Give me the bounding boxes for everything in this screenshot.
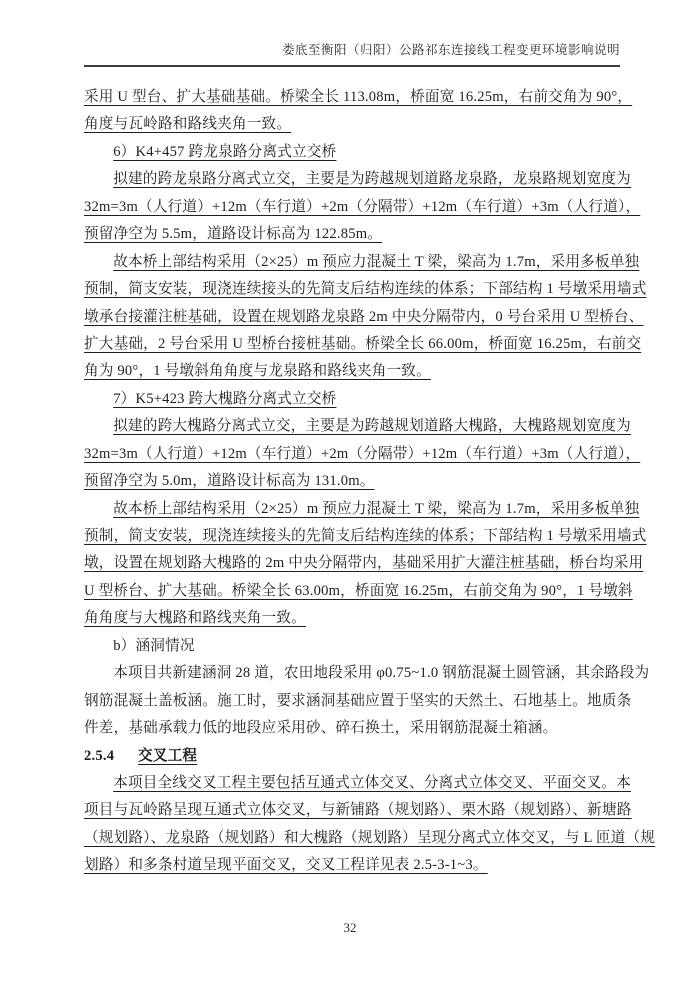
subsection-heading-7: 7）K5+423 跨大槐路分离式立交桥 xyxy=(113,390,337,407)
doc-line: 拟建的跨龙泉路分离式立交，主要是为跨越规划道路龙泉路，龙泉路规划宽度为 xyxy=(113,171,631,188)
doc-line: 预制，简支安装，现浇连续接头的先简支后结构连续的体系；下部结构 1 号墩采用墙式 xyxy=(84,281,647,298)
doc-line: 拟建的跨大槐路分离式立交，主要是为跨越规划道路大槐路，大槐路规划宽度为 xyxy=(113,418,631,435)
section-number: 2.5.4 xyxy=(84,747,115,764)
page-header xyxy=(84,40,620,67)
doc-line: （规划路）、龙泉路（规划路）和大槐路（规划路）呈现分离式立体交叉，与 L 匝道（规 xyxy=(84,829,656,846)
subsection-heading-6: 6）K4+457 跨龙泉路分离式立交桥 xyxy=(113,143,337,160)
doc-line: 32m=3m（人行道）+12m（车行道）+2m（分隔带）+12m（车行道）+3m（人行道）， xyxy=(84,198,641,215)
page-header-title: 娄底至衡阳（归阳）公路祁东连接线工程变更环境影响说明 xyxy=(281,43,620,57)
doc-line: 本项目共新建涵洞 28 道，农田地段采用 φ0.75~1.0 钢筋混凝土圆管涵，其余路段为 xyxy=(113,665,650,682)
doc-line: 划路）和多条村道呈现平面交叉，交叉工程详见表 2.5-3-1~3。 xyxy=(84,857,488,874)
doc-line: 墩，设置在规划路大槐路的 2m 中央分隔带内，基础采用扩大灌注桩基础，桥台均采用 xyxy=(84,555,644,572)
doc-line: 钢筋混凝土盖板涵。施工时，要求涵洞基础应置于坚实的天然土、石地基上。地质条 xyxy=(84,692,632,709)
doc-line: 32m=3m（人行道）+12m（车行道）+2m（分隔带）+12m（车行道）+3m（人行道）， xyxy=(84,445,641,462)
item-heading-b: b）涵洞情况 xyxy=(113,637,195,654)
doc-line: 预制，简支安装，现浇连续接头的先简支后结构连续的体系；下部结构 1 号墩采用墙式 xyxy=(84,528,647,544)
section-heading-2-5-4 xyxy=(84,743,621,770)
doc-line: 预留净空为 5.0m，道路设计标高为 131.0m。 xyxy=(84,473,375,490)
doc-line: 预留净空为 5.5m，道路设计标高为 122.85m。 xyxy=(84,226,383,243)
document-body xyxy=(84,84,656,880)
doc-line: 件差，基础承载力低的地段应采用砂、碎石换土，采用钢筋混凝土箱涵。 xyxy=(84,720,558,737)
doc-line: 本项目全线交叉工程主要包括互通式立体交叉、分离式立体交叉、平面交叉。本 xyxy=(113,774,631,791)
doc-line: 角度与瓦岭路和路线夹角一致。 xyxy=(84,116,292,133)
doc-line: 项目与瓦岭路呈现互通式立体交叉，与新铺路（规划路）、栗木路（规划路）、新塘路 xyxy=(84,802,632,819)
doc-line: U 型桥台、扩大基础。桥梁全长 63.00m，桥面宽 16.25m，右前交角为 90°，1 号墩斜 xyxy=(84,582,633,599)
doc-line: 故本桥上部结构采用（2×25）m 预应力混凝土 T 梁，梁高为 1.7m，采用多板单独 xyxy=(113,253,640,270)
doc-line: 采用 U 型台、扩大基础基础。桥梁全长 113.08m，桥面宽 16.25m，右前交角为 90°， xyxy=(84,89,633,105)
doc-line: 故本桥上部结构采用（2×25）m 预应力混凝土 T 梁，梁高为 1.7m，采用多板单独 xyxy=(113,500,640,517)
doc-line: 墩承台接灌注桩基础，设置在规划路龙泉路 2m 中央分隔带内，0 号台采用 U 型桥台、 xyxy=(84,308,644,325)
doc-line: 扩大基础，2 号台采用 U 型桥台接桩基础。桥梁全长 66.00m，桥面宽 16.25m，右前交 xyxy=(84,335,642,352)
doc-line: 角角度与大槐路和路线夹角一致。 xyxy=(84,610,306,627)
page-number: 32 xyxy=(343,920,357,935)
doc-line: 角为 90°，1 号墩斜角角度与龙泉路和路线夹角一致。 xyxy=(84,363,431,380)
section-title: 交叉工程 xyxy=(138,747,198,764)
